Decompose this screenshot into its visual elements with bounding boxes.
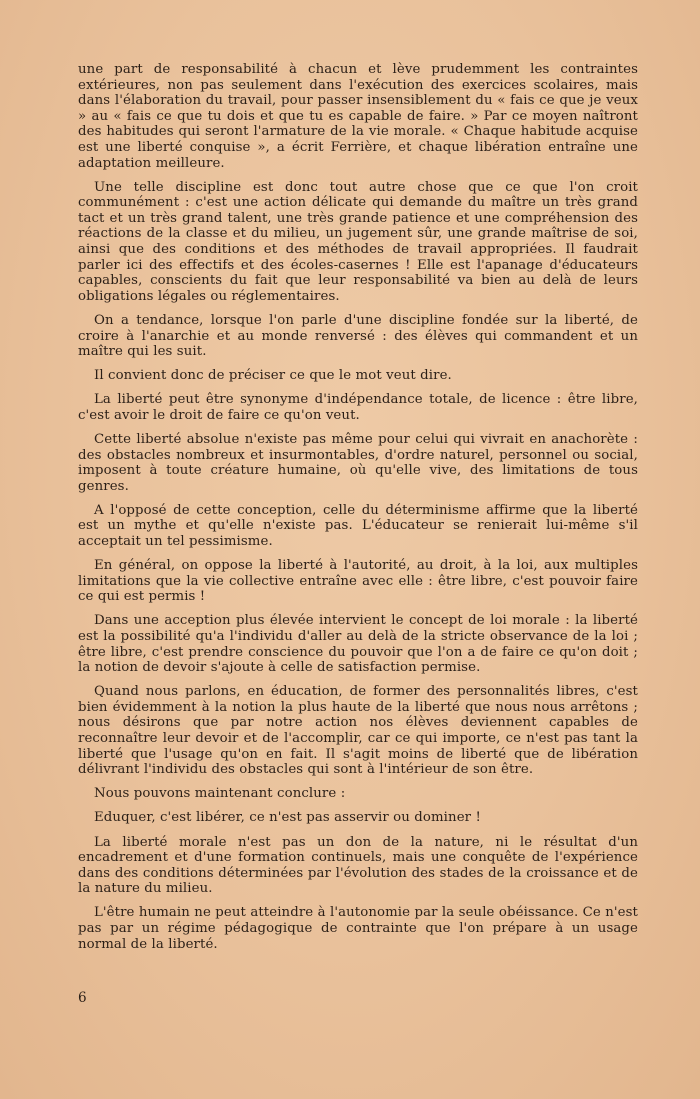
paragraph-5: La liberté peut être synonyme d'indépendance totale, de licence : être libre, c'est avoir le droit de faire ce qu'on veut. [78, 392, 638, 423]
paragraph-6: Cette liberté absolue n'existe pas même pour celui qui vivrait en anachorète : des obstacles nombreux et insurmontables, d'ordre naturel, personnel ou social, imposent à toute créature humaine, où qu'elle vive, des limitations de tous genres. [78, 431, 638, 494]
paragraph-9: Dans une acception plus élevée intervient le concept de loi morale : la liberté est la possibilité qu'a l'individu d'aller au delà de la stricte observance de la loi ; être libre, c'est prendre conscience du pouvoir que l'on a de faire ce qu'on doit ; la notion de devoir s'ajoute à celle de satisfaction permise. [78, 613, 638, 676]
page-number: 6 [78, 990, 87, 1006]
paragraph-10: Quand nous parlons, en éducation, de former des personnalités libres, c'est bien évidemment à la notion la plus haute de la liberté que nous nous arrêtons ; nous désirons que par notre action nos élèves deviennent capables de reconnaître leur devoir et de l'accomplir, car ce qui importe, ce n'est pas tant la liberté que l'usage qu'on en fait. Il s'agit moins de liberté que de libération délivrant l'individu des obstacles qui sont à l'intérieur de son être. [78, 684, 638, 778]
paragraph-3: On a tendance, lorsque l'on parle d'une discipline fondée sur la liberté, de croire à l'anarchie et au monde renversé : des élèves qui commandent et un maître qui les suit. [78, 312, 638, 360]
paragraph-8: En général, on oppose la liberté à l'autorité, au droit, à la loi, aux multiples limitations que la vie collective entraîne avec elle : être libre, c'est pouvoir faire ce qui est permis ! [78, 558, 638, 605]
paragraph-2: Une telle discipline est donc tout autre chose que ce que l'on croit communément : c'est une action délicate qui demande du maître un très grand tact et un très grand talent, une très grande patience et une compréhension des réactions de la classe et du milieu, un jugement sûr, une grande maîtrise de soi, ainsi que des conditions et des méthodes de travail appropriées. Il faudrait parler ici des effectifs et des écoles-casernes ! Elle est l'apanage d'éducateurs capables, conscients du fait que leur responsabilité va bien au delà de leurs obligations légales ou réglementaires. [78, 179, 638, 304]
body-text [78, 62, 638, 961]
paragraph-11: Nous pouvons maintenant conclure : [94, 786, 346, 802]
paragraph-14: L'être humain ne peut atteindre à l'autonomie par la seule obéissance. Ce n'est pas par un régime pédagogique de contrainte que l'on prépare à un usage normal de la liberté. [78, 905, 638, 952]
paragraph-4: Il convient donc de préciser ce que le mot veut dire. [94, 368, 452, 384]
paragraph-12: Eduquer, c'est libérer, ce n'est pas asservir ou dominer ! [94, 810, 481, 826]
paragraph-13: La liberté morale n'est pas un don de la nature, ni le résultat d'un encadrement et d'une formation continuels, mais une conquête de l'expérience dans des conditions déterminées par l'évolution des stades de la croissance et de la nature du milieu. [78, 834, 638, 897]
paragraph-7: A l'opposé de cette conception, celle du déterminisme affirme que la liberté est un mythe et qu'elle n'existe pas. L'éducateur se renierait lui-même s'il acceptait un tel pessimisme. [78, 502, 638, 550]
paragraph-1: une part de responsabilité à chacun et lève prudemment les contraintes extérieures, non pas seulement dans l'exécution des exercices scolaires, mais dans l'élaboration du travail, pour passer insensiblement du « fais ce que je veux » au « fais ce que tu dois et que tu es capable de faire. » Par ce moyen naîtront des habitudes qui seront l'armature de la vie morale. « Chaque habitude acquise est une liberté conquise », a écrit Ferrière, et chaque libération entraîne une adaptation meilleure. [78, 62, 638, 171]
